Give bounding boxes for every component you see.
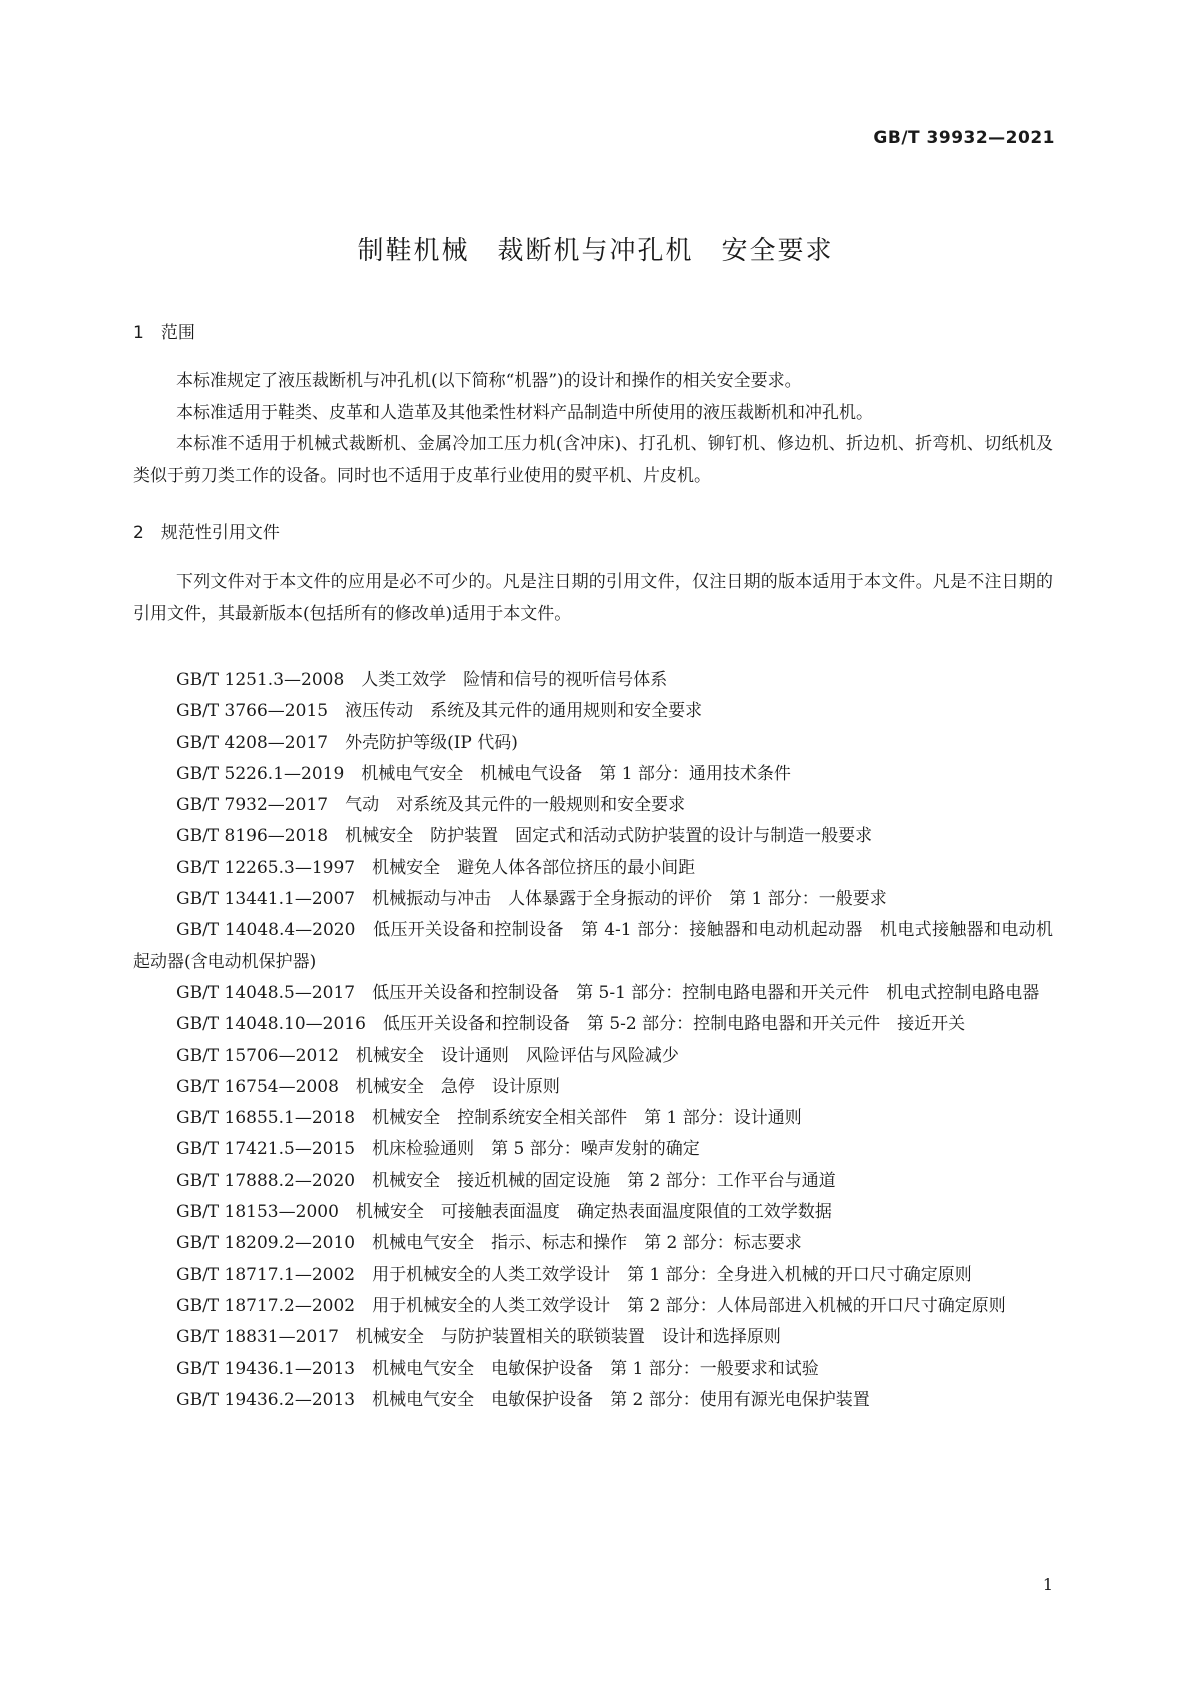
reference-item: GB/T 16855.1—2018 机械安全 控制系统安全相关部件 第 1 部分：设计通则: [176, 1108, 802, 1129]
normative-reference-list: [133, 665, 1053, 1416]
reference-item: GB/T 7932—2017 气动 对系统及其元件的一般规则和安全要求: [176, 795, 686, 816]
reference-item: GB/T 18717.1—2002 用于机械安全的人类工效学设计 第 1 部分：全身进入机械的开口尺寸确定原则: [176, 1264, 972, 1285]
section-1-paragraph: 本标准不适用于机械式裁断机、金属冷加工压力机(含冲床)、打孔机、铆钉机、修边机、折边机、折弯机、切纸机及类似于剪刀类工作的设备。同时也不适用于皮革行业使用的熨平机、片皮机。: [133, 434, 1053, 486]
reference-item: GB/T 16754—2008 机械安全 急停 设计原则: [176, 1076, 560, 1097]
section-1-heading: 1 范围: [133, 323, 195, 343]
reference-item: GB/T 8196—2018 机械安全 防护装置 固定式和活动式防护装置的设计与制造一般要求: [176, 826, 873, 847]
reference-item: GB/T 17421.5—2015 机床检验通则 第 5 部分：噪声发射的确定: [176, 1139, 700, 1160]
section-2-heading: 2 规范性引用文件: [133, 523, 280, 543]
standard-code: GB/T 39932—2021: [873, 128, 1055, 148]
section-1-paragraph: 本标准适用于鞋类、皮革和人造革及其他柔性材料产品制造中所使用的液压裁断机和冲孔机。: [176, 402, 873, 423]
reference-item: GB/T 17888.2—2020 机械安全 接近机械的固定设施 第 2 部分：工作平台与通道: [176, 1170, 836, 1191]
reference-item: GB/T 19436.1—2013 机械电气安全 电敏保护设备 第 1 部分：一般要求和试验: [176, 1358, 819, 1379]
reference-item: GB/T 14048.5—2017 低压开关设备和控制设备 第 5-1 部分：控制电路电器和开关元件 机电式控制电路电器: [176, 982, 1040, 1003]
reference-item: GB/T 19436.2—2013 机械电气安全 电敏保护设备 第 2 部分：使用有源光电保护装置: [176, 1389, 870, 1410]
section-1-paragraph: 本标准规定了液压裁断机与冲孔机(以下简称“机器”)的设计和操作的相关安全要求。: [176, 371, 802, 391]
reference-item: GB/T 18209.2—2010 机械电气安全 指示、标志和操作 第 2 部分：标志要求: [176, 1233, 802, 1254]
document-title: 制鞋机械 裁断机与冲孔机 安全要求: [357, 236, 834, 266]
reference-item: GB/T 12265.3—1997 机械安全 避免人体各部位挤压的最小间距: [176, 857, 696, 878]
page-number: 1: [1042, 1575, 1053, 1594]
reference-item: GB/T 15706—2012 机械安全 设计通则 风险评估与风险减少: [176, 1045, 679, 1066]
reference-item: GB/T 3766—2015 液压传动 系统及其元件的通用规则和安全要求: [176, 701, 703, 722]
reference-item: GB/T 13441.1—2007 机械振动与冲击 人体暴露于全身振动的评价 第 1 部分：一般要求: [176, 889, 887, 910]
reference-item: GB/T 18153—2000 机械安全 可接触表面温度 确定热表面温度限值的工效学数据: [176, 1202, 832, 1223]
reference-item: GB/T 18717.2—2002 用于机械安全的人类工效学设计 第 2 部分：人体局部进入机械的开口尺寸确定原则: [176, 1295, 1006, 1316]
reference-item: GB/T 14048.4—2020 低压开关设备和控制设备 第 4-1 部分：接触器和电动机起动器 机电式接触器和电动机起动器(含电动机保护器): [133, 920, 1053, 972]
section-2-intro-block: [133, 567, 1053, 630]
section-1-body: [133, 366, 1053, 492]
reference-item: GB/T 1251.3—2008 人类工效学 险情和信号的视听信号体系: [176, 670, 668, 690]
reference-item: GB/T 18831—2017 机械安全 与防护装置相关的联锁装置 设计和选择原则: [176, 1327, 781, 1348]
reference-item: GB/T 4208—2017 外壳防护等级(IP 代码): [176, 732, 518, 753]
reference-item: GB/T 5226.1—2019 机械电气安全 机械电气设备 第 1 部分：通用技术条件: [176, 763, 791, 784]
section-2-intro: 下列文件对于本文件的应用是必不可少的。凡是注日期的引用文件，仅注日期的版本适用于本文件。凡是不注日期的引用文件，其最新版本(包括所有的修改单)适用于本文件。: [133, 572, 1053, 624]
reference-item: GB/T 14048.10—2016 低压开关设备和控制设备 第 5-2 部分：控制电路电器和开关元件 接近开关: [176, 1014, 966, 1035]
